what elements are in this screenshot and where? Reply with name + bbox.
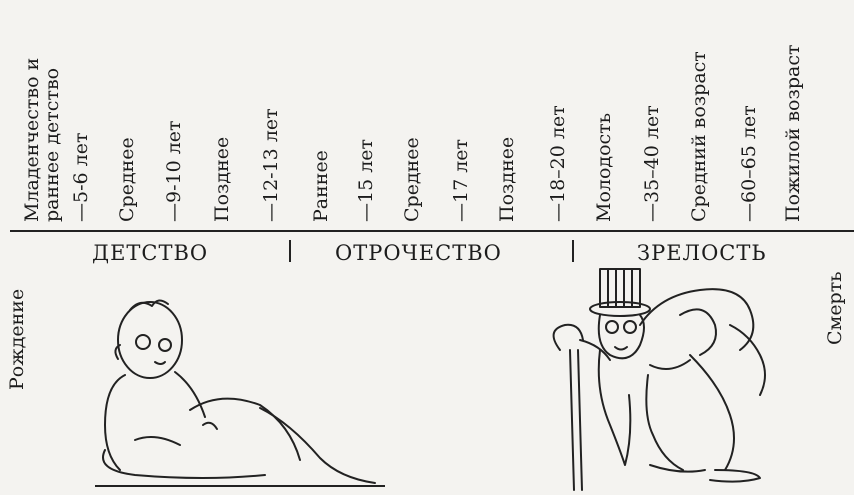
age-label: —15 лет: [355, 138, 377, 222]
age-label: —12-13 лет: [260, 108, 282, 222]
age-label: —60–65 лет: [738, 105, 760, 222]
period-childhood: ДЕТСТВО: [92, 241, 209, 265]
age-label: —17 лет: [450, 138, 472, 222]
age-label: Пожилой возраст: [782, 44, 804, 222]
age-label: —18–20 лет: [547, 105, 569, 222]
period-divider: [289, 240, 291, 262]
birth-label: Рождение: [6, 288, 28, 390]
period-adolescence: ОТРОЧЕСТВО: [335, 241, 502, 265]
age-label: —9-10 лет: [163, 120, 185, 222]
age-label: Среднее: [401, 137, 423, 222]
age-label: —5-6 лет: [70, 132, 92, 222]
age-label: —35–40 лет: [641, 105, 663, 222]
age-label: Позднее: [496, 136, 518, 222]
old-man-illustration: [530, 255, 790, 495]
baby-illustration: [95, 290, 385, 490]
age-label: Среднее: [116, 137, 138, 222]
death-label: Смерть: [824, 271, 846, 345]
age-label: Позднее: [211, 136, 233, 222]
age-label: Молодость: [593, 112, 615, 222]
age-label: Средний возраст: [688, 51, 710, 222]
timeline-axis: [10, 230, 854, 232]
age-label: Раннее: [310, 150, 332, 222]
age-label: Младенчество и раннее детство: [21, 57, 63, 222]
period-maturity: ЗРЕЛОСТЬ: [637, 241, 767, 265]
